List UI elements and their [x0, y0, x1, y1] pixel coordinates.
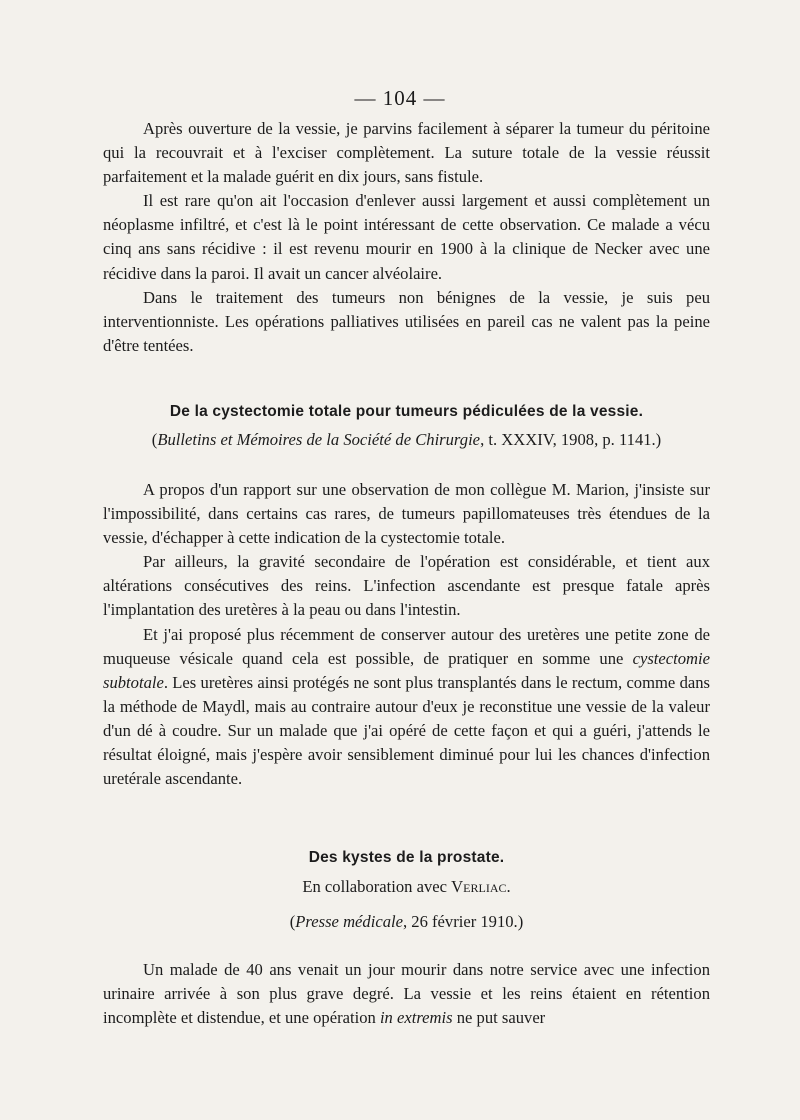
page-number: — 104 — [354, 86, 446, 110]
emphasis: cystectomie subtotale [103, 648, 710, 692]
collab-suffix: . [506, 877, 511, 896]
collaboration-line [103, 877, 710, 897]
paragraph [103, 958, 710, 1030]
paragraph-text: Un malade de 40 ans venait un jour mourir dans notre service avec une infection urinaire arrivée à son plus grave degré. La vessie et les reins étaient en rétention incomplète et distendue, et une opération [103, 960, 710, 1028]
paragraph-text: . Les uretères ainsi protégés ne sont plus transplantés dans le rectum, comme dans la méthode de Maydl, mais au contraire autour d'eux je reconstitue une vessie de la valeur d'un dé à coudre. Sur un malade que j'ai opéré de cette façon et qui a guéri, j'attends le résultat éloigné, mais j'espère avoir sensiblement diminué pour lui les chances d'infection uretérale ascendante. [103, 672, 710, 789]
emphasis: in extremis [379, 1008, 453, 1028]
section2-body [103, 958, 710, 1030]
source-journal: Bulletins et Mémoires de la Société de Chirurgie [157, 430, 481, 449]
source-citation: (Bulletins et Mémoires de la Société de Chirurgie, t. XXXIV, 1908, p. 1141.) [151, 430, 662, 449]
paragraph [103, 623, 710, 792]
paragraph: A propos d'un rapport sur une observation de mon collègue M. Marion, j'insiste sur l'impossibilité, dans certains cas rares, de tumeurs papillomateuses très étendues de la vessie, d'échapper à cette indication de la cystectomie totale. [103, 480, 710, 548]
paragraph-text: Et j'ai proposé plus récemment de conserver autour des uretères une petite zone de muqueuse vésicale quand cela est possible, de pratiquer en somme une [103, 624, 710, 668]
source-journal: Presse médicale [295, 912, 403, 931]
source-citation: (Presse médicale, 26 février 1910.) [289, 912, 524, 931]
paragraph-text: ne put sauver [452, 1008, 546, 1028]
paragraph: Après ouverture de la vessie, je parvins facilement à séparer la tumeur du péritoine qui la recouvrait et à l'exciser complètement. La suture totale de la vessie réussit parfaitement et la malade guérit en dix jours, sans fistule. [103, 119, 710, 187]
paragraph: Il est rare qu'on ait l'occasion d'enlever aussi largement et aussi complètement un néoplasme infiltré, et c'est là le point intéressant de cette observation. Ce malade a vécu cinq ans sans récidive : il est revenu mourir en 1900 à la clinique de Necker avec une récidive dans la paroi. Il avait un cancer alvéolaire. [103, 191, 710, 283]
paragraph: Dans le traitement des tumeurs non bénignes de la vessie, je suis peu interventionniste. Les opérations palliatives utilisées en pareil cas ne valent pas la peine d'être tentées. [103, 287, 710, 355]
intro-block [103, 117, 710, 358]
paragraph: Par ailleurs, la gravité secondaire de l'opération est considérable, et tient aux altérations consécutives des reins. L'infection ascendante est presque fatale après l'implantation des uretères à la peau ou dans l'intestin. [103, 552, 710, 620]
section-title: De la cystectomie totale pour tumeurs pédiculées de la vessie. [169, 403, 644, 420]
section1-body [103, 478, 710, 791]
source-reference: , t. XXXIV, 1908, p. 1141.) [480, 430, 662, 449]
collab-name: Verliac [451, 877, 507, 896]
source-reference: , 26 février 1910.) [402, 912, 524, 931]
collab-prefix: En collaboration avec [302, 877, 452, 896]
section-title: Des kystes de la prostate. [308, 849, 505, 866]
